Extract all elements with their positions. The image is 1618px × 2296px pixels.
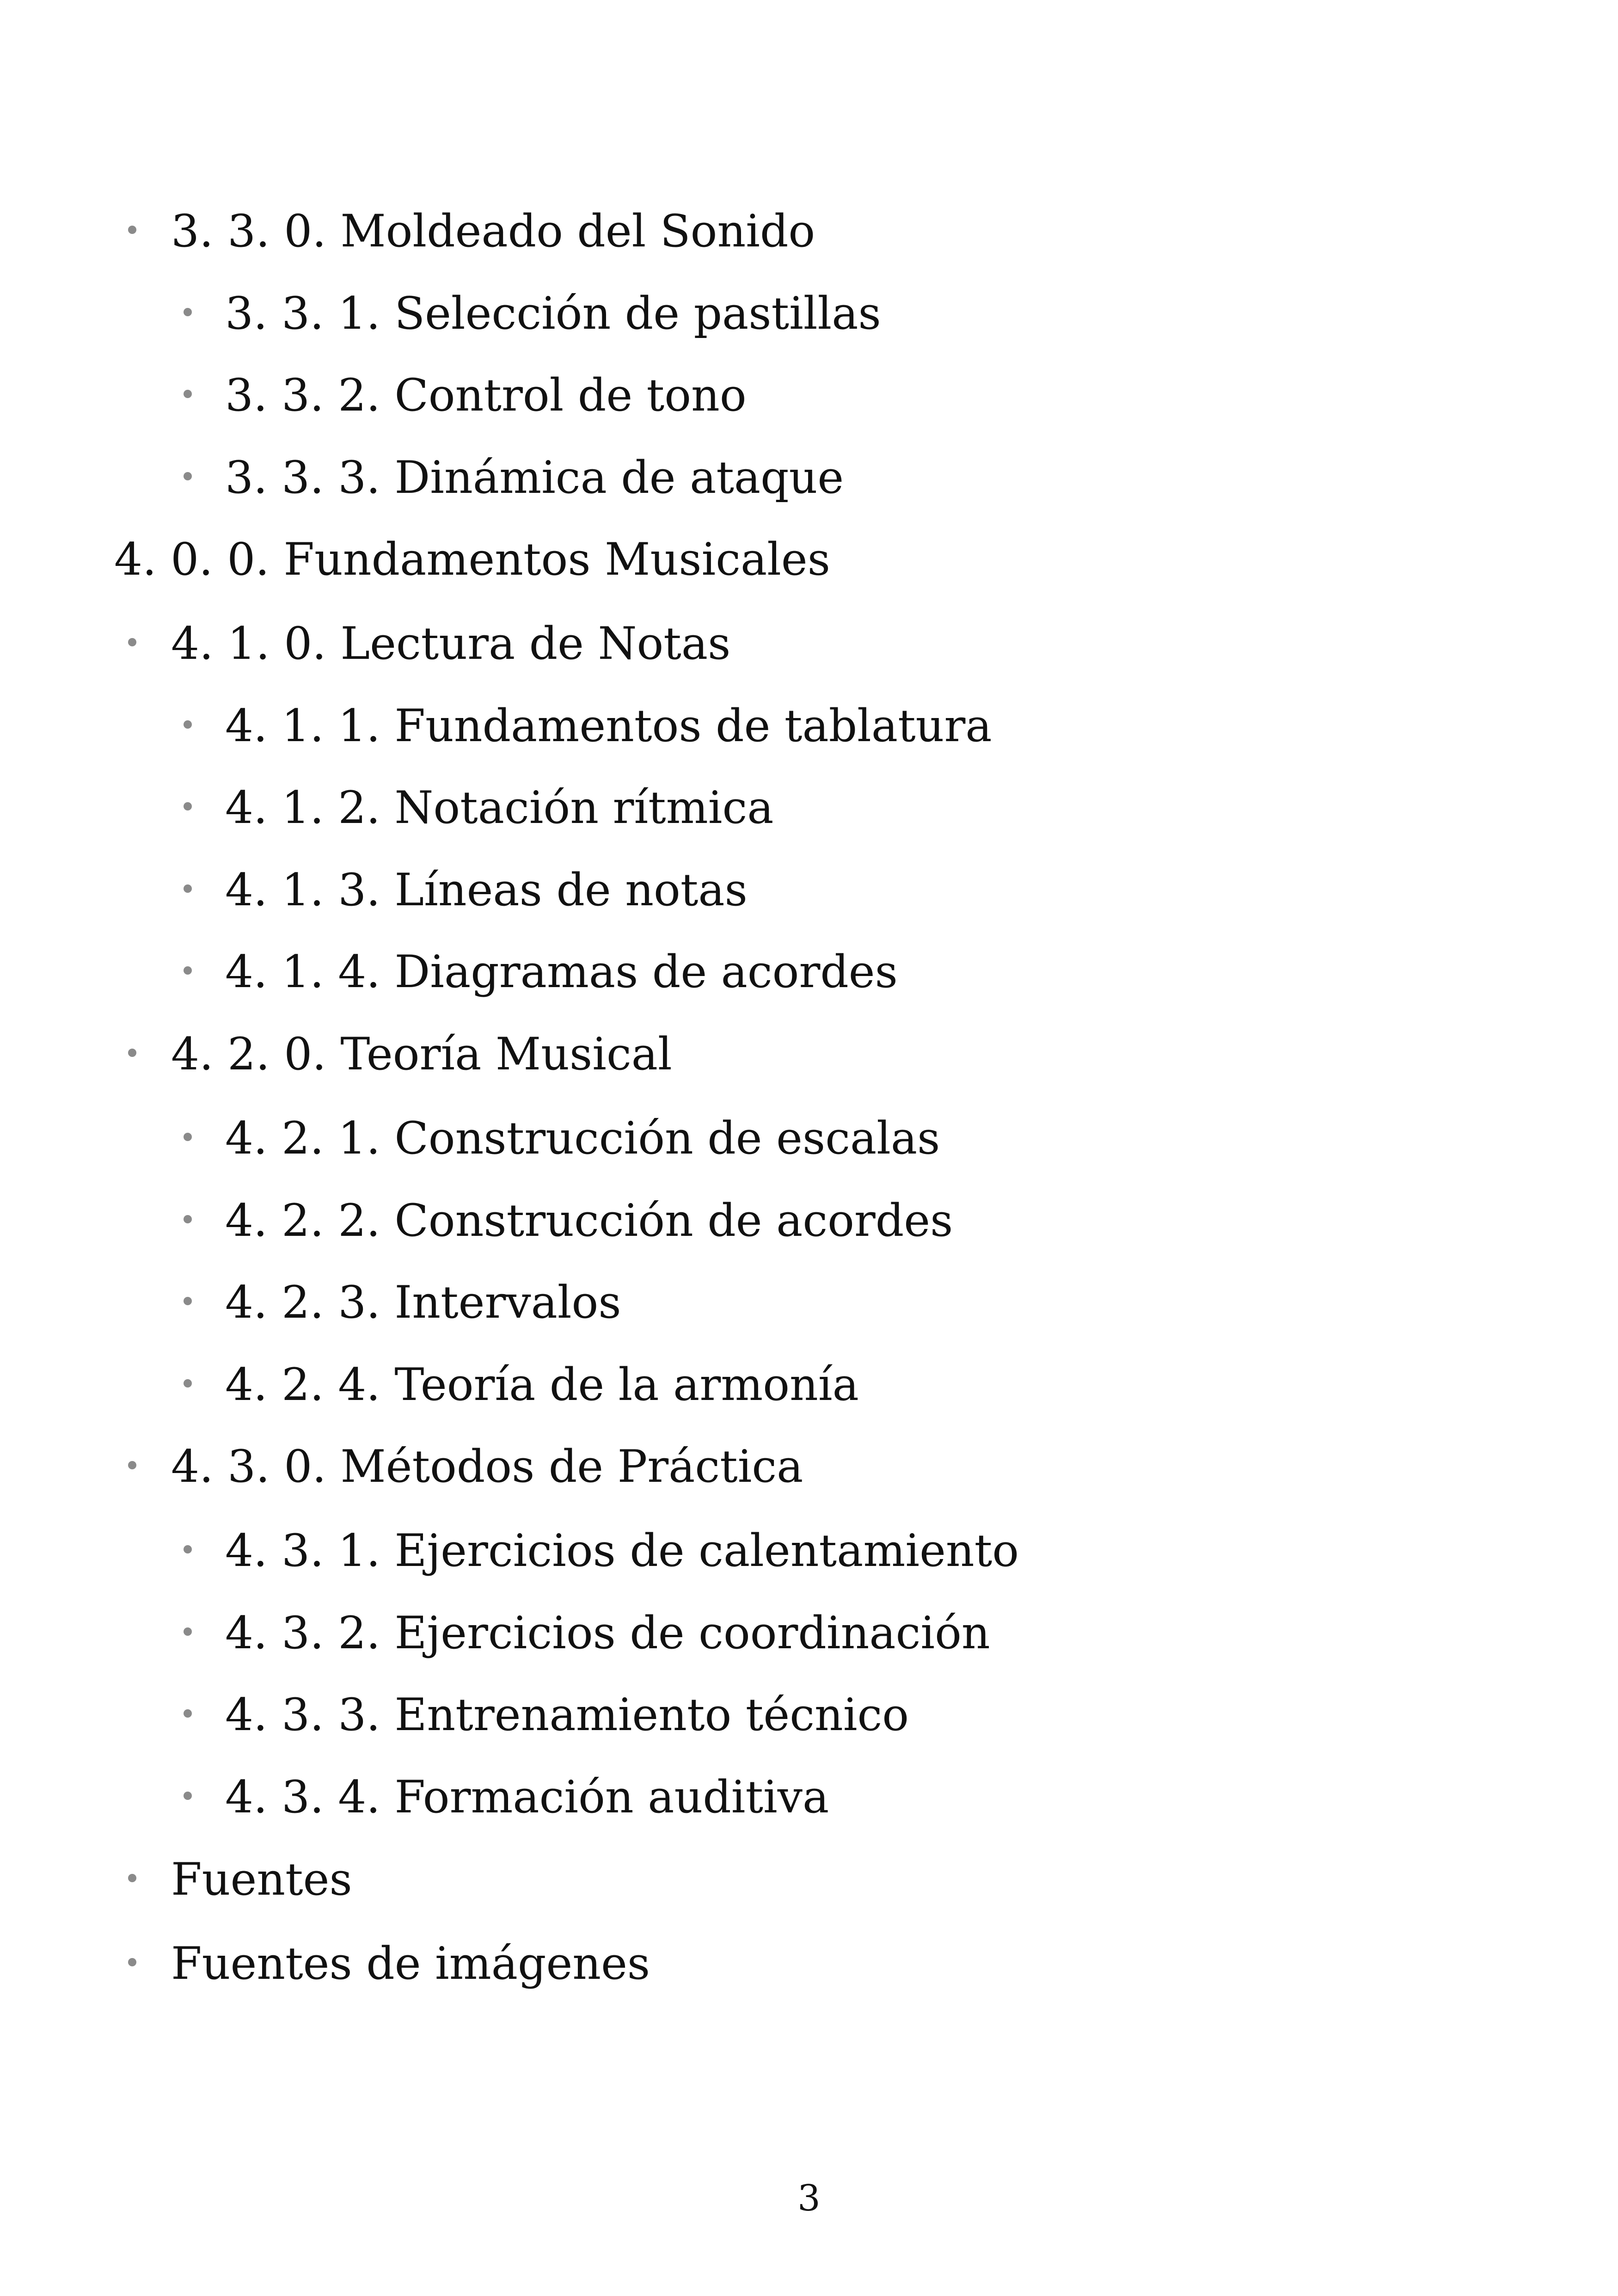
- toc-item-label: 3. 3. 1. Selección de pastillas: [225, 288, 881, 339]
- bullet-icon: [184, 472, 192, 480]
- bullet-icon: [184, 1215, 192, 1223]
- toc-item-label: 4. 1. 3. Líneas de notas: [225, 864, 748, 916]
- toc-item-label: 4. 2. 0. Teoría Musical: [171, 1028, 672, 1080]
- toc-item-label: 4. 3. 4. Formación auditiva: [225, 1771, 829, 1823]
- toc-item-label: 4. 3. 3. Entrenamiento técnico: [225, 1689, 909, 1741]
- toc-item-label: 4. 2. 1. Construcción de escalas: [225, 1112, 940, 1164]
- toc-item-label: 3. 3. 2. Control de tono: [225, 369, 747, 421]
- toc-item-label: 4. 1. 2. Notación rítmica: [225, 782, 774, 834]
- toc-item-label: 4. 3. 1. Ejercicios de calentamiento: [225, 1525, 1019, 1577]
- bullet-icon: [184, 1792, 192, 1800]
- bullet-icon: [184, 1133, 192, 1141]
- bullet-icon: [184, 1379, 192, 1387]
- toc-item-label: 3. 3. 3. Dinámica de ataque: [225, 452, 844, 503]
- bullet-icon: [184, 720, 192, 729]
- bullet-icon: [184, 390, 192, 398]
- bullet-icon: [128, 1958, 136, 1966]
- toc-item-label: 4. 1. 4. Diagramas de acordes: [225, 946, 898, 998]
- bullet-icon: [184, 1545, 192, 1553]
- toc-item-label: 4. 0. 0. Fundamentos Musicales: [114, 534, 830, 585]
- bullet-icon: [184, 1627, 192, 1636]
- page-number: 3: [797, 2178, 821, 2219]
- bullet-icon: [184, 884, 192, 893]
- bullet-icon: [184, 966, 192, 975]
- toc-item-label: 4. 3. 0. Métodos de Práctica: [171, 1441, 803, 1492]
- toc-item-label: Fuentes de imágenes: [171, 1938, 650, 1989]
- bullet-icon: [184, 1297, 192, 1305]
- toc-item-label: 4. 3. 2. Ejercicios de coordinación: [225, 1607, 990, 1659]
- toc-item-label: 4. 2. 4. Teoría de la armonía: [225, 1359, 859, 1411]
- toc-item-label: Fuentes: [171, 1854, 352, 1905]
- toc-item-label: 4. 1. 0. Lectura de Notas: [171, 618, 731, 669]
- toc-item-label: 4. 2. 3. Intervalos: [225, 1277, 621, 1328]
- bullet-icon: [128, 1049, 136, 1057]
- bullet-icon: [184, 308, 192, 316]
- bullet-icon: [128, 638, 136, 646]
- bullet-icon: [184, 802, 192, 810]
- toc-item-label: 4. 2. 2. Construcción de acordes: [225, 1195, 953, 1246]
- bullet-icon: [184, 1709, 192, 1718]
- bullet-icon: [128, 1461, 136, 1469]
- bullet-icon: [128, 226, 136, 234]
- bullet-icon: [128, 1874, 136, 1882]
- toc-item-label: 3. 3. 0. Moldeado del Sonido: [171, 205, 815, 257]
- toc-item-label: 4. 1. 1. Fundamentos de tablatura: [225, 700, 992, 752]
